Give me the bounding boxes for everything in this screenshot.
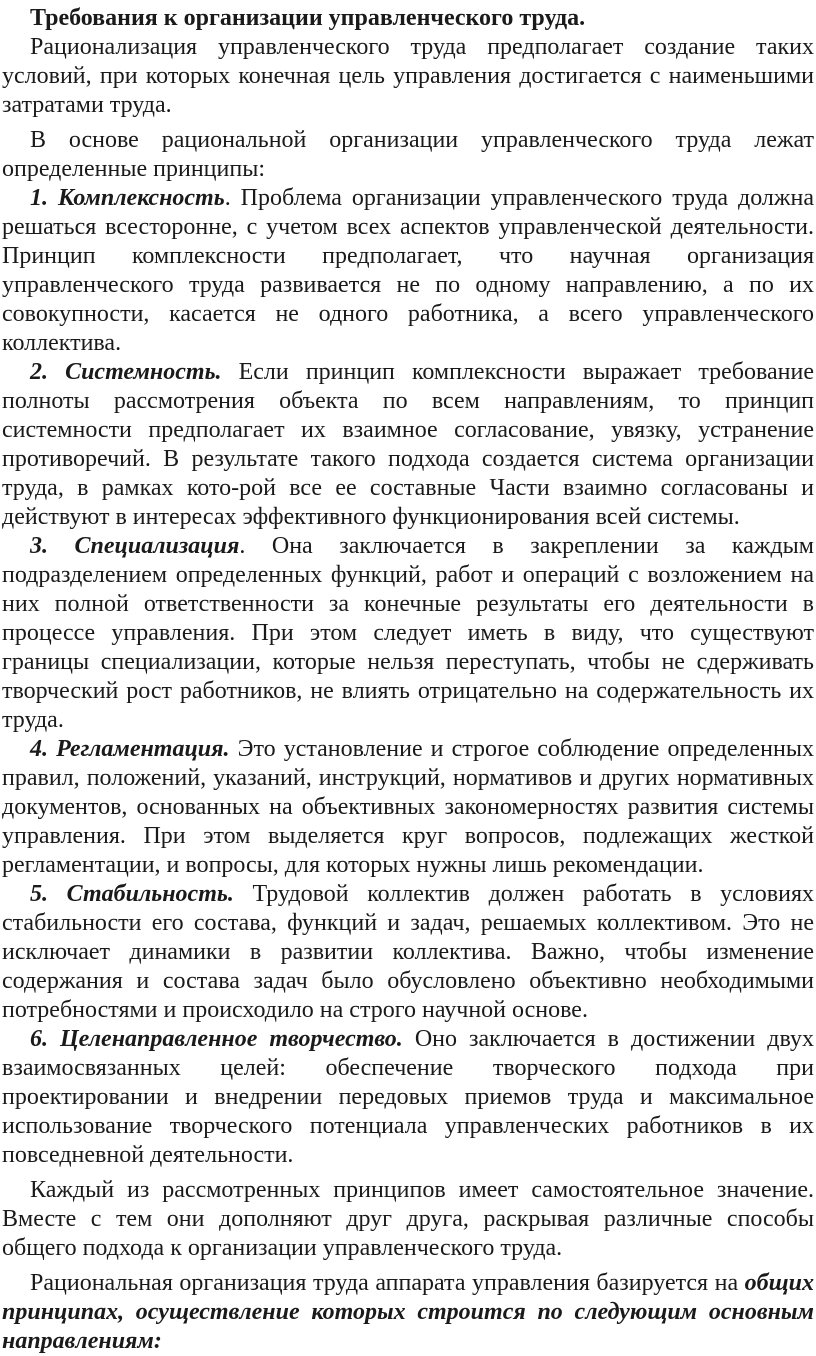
principle-text: Трудовой коллектив должен работать в условиях стабильности его состава, функций и задач, решаемых коллективом. Это не исключает динамики в развитии коллектива. Важно, чтобы изменение содержания и состава задач было обусловлено объективно необходимыми потребностями и происходило на строго научной основе. <box>2 881 814 1023</box>
section-heading: Требования к организации управленческого труда. <box>30 5 586 31</box>
principle-specialization <box>2 532 814 735</box>
intro-paragraph-2: В основе рациональной организации управленческого труда лежат определенные принципы: <box>2 127 814 182</box>
principle-text: Если принцип комплексности выражает требование полноты рассмотрения объекта по всем направлениям, то принцип системности предполагает их взаимное согласование, увязку, устранение противоречий. В результате такого подхода создается система организации труда, в рамках кото-рой все ее составные Части взаимно согласованы и действуют в интересах эффективного функционирования всей системы. <box>2 359 815 530</box>
principle-term: 4. Регламентация. <box>30 736 230 762</box>
principle-systemness <box>2 358 814 532</box>
principle-regulation <box>2 735 814 880</box>
principle-text: Она заключается в закреплении за каждым подразделением определенных функций, работ и операций с возложением на них полной ответственности за конечные результаты его деятельности в процессе управления. При этом следует иметь в виду, что существуют границы специализации, которые нельзя переступать, чтобы не сдерживать творческий рост работников, не влиять отрицательно на содержательность их труда. <box>2 533 814 733</box>
principle-term: 6. Целенаправленное творчество. <box>30 1026 403 1052</box>
principle-term: 5. Стабильность. <box>30 881 234 907</box>
closing-paragraph <box>2 1269 814 1356</box>
principle-text: Проблема организации управленческого труда должна решаться всесторонне, с учетом всех аспектов управленческой деятельности. Принцип комплексности предполагает, что научная организация управленческого труда развивается не по одному направлению, а по их совокупности, касается не одного работника, а всего управленческого коллектива. <box>2 185 814 356</box>
intro-paragraph-1: Рационализация управленческого труда предполагает создание таких условий, при которых конечная цель управления достигается с наименьшими затратами труда. <box>2 34 814 118</box>
principle-stability <box>2 880 814 1025</box>
principle-term: 1. Комплексность <box>30 185 225 211</box>
summary-paragraph: Каждый из рассмотренных принципов имеет самостоятельное значение. Вместе с тем они дополняют друг друга, раскрывая различные способы общего подхода к организации управленческого труда. <box>2 1177 814 1261</box>
principle-term: 3. Специализация <box>30 533 240 559</box>
principle-separator: . <box>224 185 231 211</box>
principle-creativity <box>2 1025 814 1170</box>
principle-separator: . <box>239 533 246 559</box>
principle-complexity <box>2 184 814 358</box>
principle-text: Это установление и строгое соблюдение определенных правил, положений, указаний, инструкций, нормативов и других нормативных документов, основанных на объективных закономерностях развития системы управления. При этом выделяется круг вопросов, подлежащих жесткой регламентации, и вопросы, для которых нужны лишь рекомендации. <box>2 736 814 878</box>
principle-term: 2. Системность. <box>30 359 222 385</box>
closing-text: Рациональная организация труда аппарата управления базируется на <box>30 1270 745 1296</box>
principle-text: Оно заключается в достижении двух взаимосвязанных целей: обеспечение творческого подхода при проектировании и внедрении передовых приемов труда и максимальное использование творческого потенциала управленческих работников в их повседневной деятельности. <box>2 1026 814 1168</box>
closing-emphasis: общих принципах, осуществление которых строится по следующим основным направлениям: <box>2 1270 814 1354</box>
